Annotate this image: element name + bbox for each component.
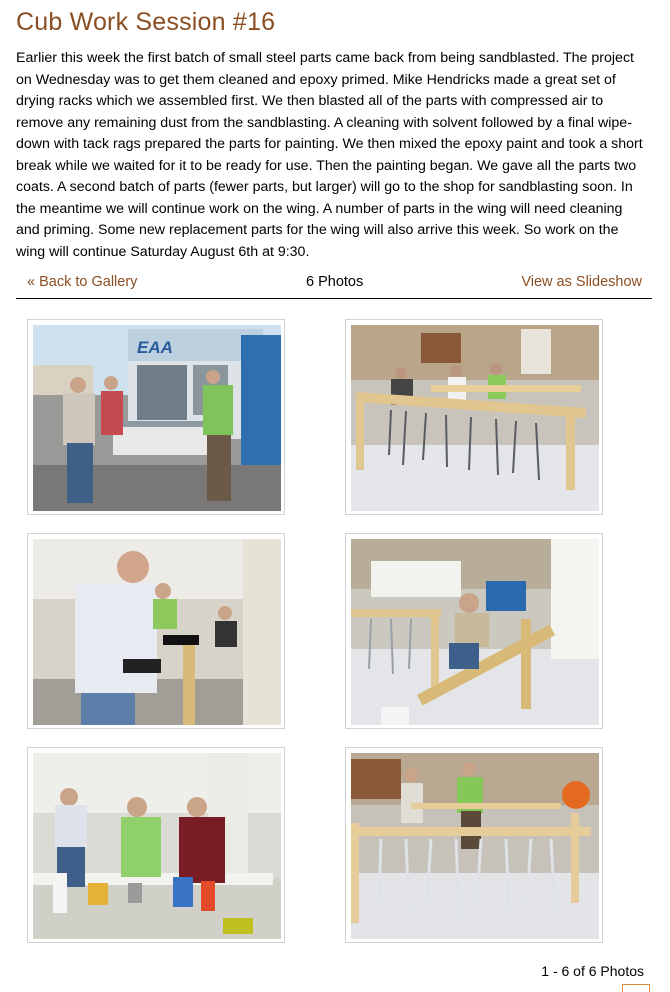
pagination-status: 1 - 6 of 6 Photos [541, 963, 644, 979]
page-title: Cub Work Session #16 [16, 8, 276, 36]
back-to-gallery-link[interactable]: « Back to Gallery [27, 274, 138, 290]
photo-thumbnail-6[interactable] [345, 747, 603, 943]
photo-image [33, 539, 281, 725]
photo-count: 6 Photos [306, 274, 364, 290]
post-body [16, 48, 650, 263]
photo-thumbnail-4[interactable] [345, 533, 603, 729]
photo-thumbnail-2[interactable] [345, 319, 603, 515]
building-sign: EAA [137, 338, 173, 357]
photo-image [351, 753, 599, 939]
photo-thumbnail-3[interactable] [27, 533, 285, 729]
photo-thumbnail-1[interactable] [27, 319, 285, 515]
corner-widget[interactable] [622, 984, 650, 992]
photo-image [351, 325, 599, 511]
photo-image [33, 753, 281, 939]
gallery-nav [16, 272, 652, 299]
photo-image [33, 325, 281, 511]
slideshow-link[interactable]: View as Slideshow [521, 274, 642, 290]
post-paragraph: Earlier this week the first batch of small steel parts came back from being sandblasted. The project on Wednesday was to get them cleaned and epoxy primed. Mike Hendricks made a great set of drying racks which we assembled first. We then blasted all of the parts with compressed air to remove any remaining dust from the sandblasting. A cleaning with solvent followed by a final wipe-down with tack rags prepared the parts for painting. We then mixed the epoxy paint and took a short break while we waited for it to be ready for use. Then the painting began. We gave all the parts two coats. A second batch of parts (fewer parts, but larger) will go to the shop for sandblasting soon. In the meantime we will continue work on the wing. A number of parts in the wing will need cleaning and priming. Some new replacement parts for the wing will also arrive this week. So work on the wing will continue Saturday August 6th at 9:30. [16, 50, 643, 260]
photo-thumbnail-5[interactable] [27, 747, 285, 943]
photo-image [351, 539, 599, 725]
